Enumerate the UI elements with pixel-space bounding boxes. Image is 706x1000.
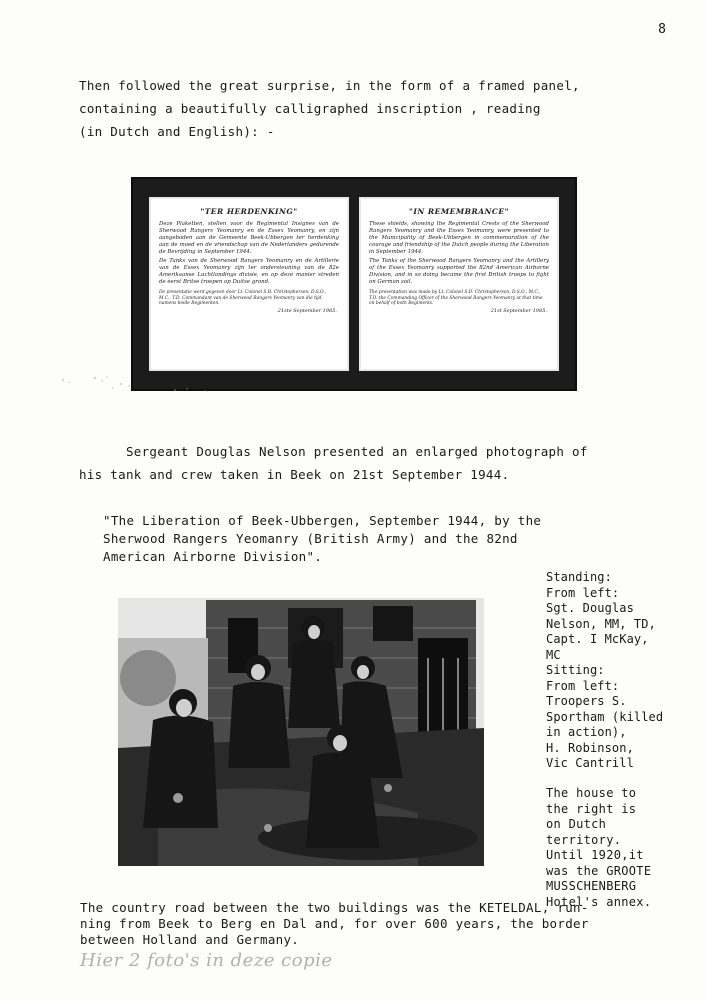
road-paragraph [80,900,680,948]
dutch-inscription-date: 21ste September 1985. [277,307,337,314]
crew-line: Sitting: [546,663,605,677]
intro-line: Then followed the great surprise, in the form of a framed panel, [79,78,580,93]
crew-line: in action), [546,725,627,739]
tank-crew-photograph [118,598,484,866]
caption-line: American Airborne Division". [103,549,323,564]
crew-line: Capt. I McKay, [546,632,649,646]
english-inscription [359,197,559,371]
english-inscription-title: "IN REMEMBRANCE" [409,207,509,216]
crew-line: Standing: [546,570,612,584]
english-inscription-footnote: The presentation was made by Lt. Colonel S.D. Christopherson, D.S.O., M.C., T.D. the Commanding Officer of the Sherwood Rangers Yeomanry at that time on behalf of both Regiments. [369,290,543,307]
english-inscription-paragraph: These shields, showing the Regimental Crests of the Sherwood Rangers Yeomanry and the Essex Yeomanry, were presented to the Municipality of Beek-Ubbergen in commemoration of the courage and friendship of the Dutch people during the Liberation in September 1944. [369,221,549,255]
road-line: ning from Beek to Berg en Dal and, for over 600 years, the border [80,916,589,931]
english-inscription-paragraph: The Tanks of the Sherwood Rangers Yeomanry and the Artillery of the Essex Yeomanry supported the 82nd American Airborne Division, and in so doing became the first British troops to fight on German soil. [369,258,549,285]
dutch-inscription-paragraph: Deze Plaketten, stellen voor de Regimental Insignes van de Sherwood Rangers Yeomanry en de Essex Yeomanry, en zijn aangeboden aan de Gemeente Beek-Ubbergen ter herdenking aan de moed en de vriendschap van de Nederlanders gedurende de Bevrijding in September 1944. [159,221,339,255]
dutch-inscription-footnote: De presentatie werd gegeven door Lt. Colonel S.D. Christopherson, D.S.O., M.C., T.D. Commandant van de Sherwood Rangers Yeomanry van die tijd, namens beide Regimenten. [159,290,327,307]
crew-line: Troopers S. [546,694,627,708]
crew-line: From left: [546,678,620,693]
crew-line: Sgt. Douglas [546,601,634,615]
crew-line: Sportham (killed [546,709,664,724]
road-line: The country road between the two buildings was the KETELDAL, run- [80,900,589,915]
house-note-line: territory. [546,832,622,847]
house-note [546,786,706,910]
crew-identification [546,570,706,772]
english-inscription-date: 21st September 1985. [490,307,547,314]
dutch-inscription-paragraph: De Tanks van de Sherwood Rangers Yeomanry en de Artillerie van de Essex Yeomanry zijn ter ondersteuning van de 82e Amerikaanse Luchtlandings divisie, en op deze manier streden de eerst Britse troepen op Duitse grond. [159,258,339,285]
house-note-line: the right is [546,801,637,816]
crew-line: MC [546,647,561,662]
crew-line: From left: [546,585,620,600]
road-line: between Holland and Germany. [80,932,300,947]
framed-inscription-panel [131,177,577,391]
photo-caption [103,512,663,566]
dutch-inscription-title: "TER HERDENKING" [200,207,298,216]
house-note-line: MUSSCHENBERG [546,879,637,893]
house-note-line: The house to [546,786,637,800]
crew-line: Nelson, MM, TD, [546,616,656,631]
caption-line: Sherwood Rangers Yeomanry (British Army) and the 82nd [103,531,518,546]
presentation-paragraph [79,440,679,486]
page-number: 8 [658,22,666,37]
intro-line: containing a beautifully calligraphed inscription , reading [79,101,541,116]
caption-line: "The Liberation of Beek-Ubbergen, September 1944, by the [103,513,542,528]
presentation-line: Sergeant Douglas Nelson presented an enlarged photograph of [79,444,588,459]
intro-paragraph [79,74,679,143]
house-note-line: was the GROOTE [546,863,652,878]
house-note-line: on Dutch [546,817,607,831]
dutch-inscription [149,197,349,371]
handwritten-note: Hier 2 foto's in deze copie [80,950,333,971]
scan-smudge [55,372,235,394]
crew-line: H. Robinson, [546,740,634,755]
intro-line: (in Dutch and English): - [79,124,275,139]
house-note-line: Hotel's annex. [546,894,652,909]
crew-line: Vic Cantrill [546,756,634,770]
house-note-line: Until 1920,it [546,848,644,862]
presentation-line: his tank and crew taken in Beek on 21st September 1944. [79,467,510,482]
